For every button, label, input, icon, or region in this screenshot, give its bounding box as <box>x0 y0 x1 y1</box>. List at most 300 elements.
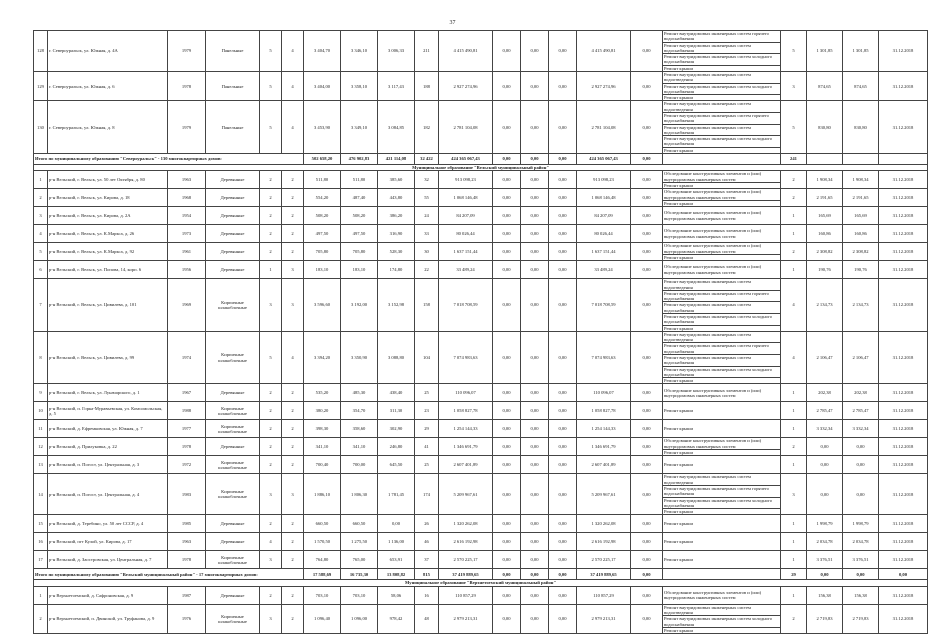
fund-cell: 0,00 <box>549 384 577 402</box>
cost-cell: 110 096,07 <box>439 384 493 402</box>
unit-cost-cell: 2 785,47 <box>807 402 843 420</box>
deadline-cell: 31.12.2018 <box>879 207 928 225</box>
premises-area-cell: 1 275,50 <box>341 533 378 551</box>
total-label: Итого по муниципальному образованию "Североуральск" - 130 многоквартирных домов: <box>34 153 304 164</box>
unit-cost-cell: 0,00 <box>807 456 843 474</box>
row-number: 1 <box>34 586 48 604</box>
work-item: Ремонт крыши <box>664 95 693 101</box>
premises-area-cell: 511,80 <box>341 171 378 189</box>
deadline-cell: 31.12.2018 <box>879 456 928 474</box>
section-title: Муниципальное образование "Вельский муниципальный район" <box>34 164 928 170</box>
row-number: 7 <box>34 279 48 332</box>
owners-funds-cell: 1 637 151,44 <box>577 243 631 261</box>
floors-cell: 5 <box>260 101 282 154</box>
total-area-cell: 3 596,60 <box>304 279 341 332</box>
fund-cell: 0,00 <box>521 420 549 438</box>
total-area-cell: 497,50 <box>304 225 341 243</box>
wall-material-cell: Кирпичные шлакоблочные <box>206 331 260 384</box>
table-row <box>34 515 928 533</box>
other-funds-cell: 0,00 <box>631 279 663 332</box>
residents-cell: 22 <box>415 261 439 279</box>
works-cell <box>663 420 781 438</box>
table-row <box>34 586 928 604</box>
residential-area-cell: 302,90 <box>378 420 415 438</box>
work-item: Ремонт внутридомовых инженерных систем горячего водоснабжения <box>663 291 780 303</box>
work-item: Ремонт внутридомовых инженерных систем водоснабжения <box>663 43 780 55</box>
fund-cell: 0,00 <box>521 243 549 261</box>
fund-cell: 0,00 <box>493 31 521 72</box>
deadline-cell: 31.12.2018 <box>879 604 928 633</box>
fund-cell: 0,00 <box>549 261 577 279</box>
fund-cell: 0,00 <box>493 402 521 420</box>
fund-cell: 0,00 <box>493 171 521 189</box>
cost-cell: 2 979 213,31 <box>439 604 493 633</box>
total-max-unit-cost <box>843 153 879 164</box>
other-funds-cell: 0,00 <box>631 331 663 384</box>
max-unit-cost-cell: 2 308,82 <box>843 243 879 261</box>
wall-material-cell: Деревянные <box>206 438 260 456</box>
row-number: 129 <box>34 71 48 100</box>
other-funds-cell: 0,00 <box>631 438 663 456</box>
unit-cost-cell: 190,76 <box>807 261 843 279</box>
works-count-cell: 3 <box>781 474 807 515</box>
residents-cell: 32 <box>415 171 439 189</box>
table-row <box>34 71 928 100</box>
works-cell <box>663 384 781 402</box>
page-number: 37 <box>449 20 456 26</box>
other-funds-cell: 0,00 <box>631 515 663 533</box>
work-item: Ремонт крыши <box>664 182 693 188</box>
works-count-cell: 1 <box>781 533 807 551</box>
cost-cell: 2 570 225,17 <box>439 551 493 569</box>
works-count-cell: 1 <box>781 551 807 569</box>
residents-cell: 30 <box>415 243 439 261</box>
cost-cell: 2 616 192,98 <box>439 533 493 551</box>
work-item: Ремонт крыши <box>664 509 693 515</box>
total-label: Итого по муниципальному образованию "Вельский муниципальный район" - 17 многоквартирных домов: <box>34 569 304 580</box>
unit-cost-cell: 1 908,34 <box>807 171 843 189</box>
fund-cell: 0,00 <box>549 71 577 100</box>
premises-area-cell: 1 096,00 <box>341 604 378 633</box>
works-cell <box>663 551 781 569</box>
max-unit-cost-cell: 1 301,85 <box>843 31 879 72</box>
max-unit-cost-cell: 2 719,83 <box>843 604 879 633</box>
works-cell <box>663 31 781 72</box>
premises-area-cell: 3 192,00 <box>341 279 378 332</box>
total-row <box>34 569 928 580</box>
total-cost: 37 419 889,65 <box>439 569 493 580</box>
total-works-count: 29 <box>781 569 807 580</box>
max-unit-cost-cell: 2 785,47 <box>843 402 879 420</box>
table-row <box>34 533 928 551</box>
work-item: Ремонт крыши <box>664 557 693 563</box>
deadline-cell: 31.12.2018 <box>879 551 928 569</box>
cost-cell: 4 415 490,81 <box>439 31 493 72</box>
fund-cell: 0,00 <box>521 261 549 279</box>
works-count-cell: 2 <box>781 604 807 633</box>
owners-funds-cell: 80 026,44 <box>577 225 631 243</box>
owners-funds-cell: 1 346 691,79 <box>577 438 631 456</box>
fund-cell: 0,00 <box>521 189 549 207</box>
address-cell: р-н Вельский, г. Вельск, ул. Цивилева, д. 101 <box>48 279 168 332</box>
fund-cell: 0,00 <box>521 384 549 402</box>
fund-cell: 0,00 <box>549 438 577 456</box>
works-cell <box>663 533 781 551</box>
work-item: Обследование конструктивных элементов и (или) внутридомовых инженерных систем <box>663 438 780 450</box>
total-works-count: 241 <box>781 153 807 164</box>
premises-area-cell: 341,10 <box>341 438 378 456</box>
year-cell: 1963 <box>168 533 206 551</box>
work-item: Ремонт крыши <box>664 462 693 468</box>
unit-cost-cell: 2 134,73 <box>807 279 843 332</box>
residential-area-cell: 311,30 <box>378 402 415 420</box>
cost-cell: 7 018 708,59 <box>439 279 493 332</box>
premises-area-cell: 183,10 <box>341 261 378 279</box>
total-area-cell: 660,50 <box>304 515 341 533</box>
residential-area-cell: 316,90 <box>378 225 415 243</box>
premises-area-cell: 497,50 <box>341 225 378 243</box>
unit-cost-cell: 165,69 <box>807 207 843 225</box>
work-item: Ремонт внутридомовых инженерных систем холодного водоснабжения <box>663 367 780 379</box>
fund-cell: 0,00 <box>493 384 521 402</box>
total-max-unit-cost: 0,00 <box>843 569 879 580</box>
total-works-empty <box>663 153 781 164</box>
total-area-cell: 3 404,70 <box>304 31 341 72</box>
owners-funds-cell: 1 254 144,33 <box>577 420 631 438</box>
work-item: Ремонт внутридомовых инженерных систем горячего водоснабжения <box>663 31 780 43</box>
fund-cell: 0,00 <box>549 243 577 261</box>
residential-area-cell: 3 117,43 <box>378 71 415 100</box>
residents-cell: 16 <box>415 586 439 604</box>
works-cell <box>663 243 781 261</box>
works-cell <box>663 101 781 154</box>
address-cell: р-н Вельский, г. Вельск, ул. Цивилева, д. 99 <box>48 331 168 384</box>
total-area-cell: 3 453,90 <box>304 101 341 154</box>
row-number: 9 <box>34 384 48 402</box>
table-row <box>34 243 928 261</box>
deadline-cell: 31.12.2018 <box>879 225 928 243</box>
deadline-cell: 31.12.2018 <box>879 402 928 420</box>
address-cell: р-н Вельский, г. Вельск, ул. К.Маркса, д. 92 <box>48 243 168 261</box>
premises-area-cell: 705,80 <box>341 243 378 261</box>
premises-area-cell: 354,70 <box>341 402 378 420</box>
max-unit-cost-cell: 202,38 <box>843 384 879 402</box>
wall-material-cell: Кирпичные шлакоблочные <box>206 420 260 438</box>
work-item: Ремонт внутридомовых инженерных систем водоотведения <box>663 605 780 617</box>
deadline-cell: 31.12.2018 <box>879 586 928 604</box>
total-fund: 0,00 <box>521 569 549 580</box>
year-cell: 1988 <box>168 402 206 420</box>
total-area: 502 658,20 <box>304 153 341 164</box>
deadline-cell: 31.12.2018 <box>879 515 928 533</box>
premises-area-cell: 1 806,30 <box>341 474 378 515</box>
other-funds-cell: 0,00 <box>631 225 663 243</box>
residential-area-cell: 653,91 <box>378 551 415 569</box>
table-row <box>34 604 928 633</box>
row-number: 17 <box>34 551 48 569</box>
work-item: Обследование конструктивных элементов и (или) внутридомовых инженерных систем <box>664 210 762 221</box>
entrances-cell: 4 <box>282 71 304 100</box>
residential-area-cell: 978,42 <box>378 604 415 633</box>
works-cell <box>663 71 781 100</box>
other-funds-cell: 0,00 <box>631 71 663 100</box>
other-funds-cell: 0,00 <box>631 420 663 438</box>
total-area-cell: 703,10 <box>304 586 341 604</box>
deadline-cell: 31.12.2018 <box>879 420 928 438</box>
fund-cell: 0,00 <box>549 402 577 420</box>
wall-material-cell: Кирпичные шлакоблочные <box>206 551 260 569</box>
max-unit-cost-cell: 3 332,34 <box>843 420 879 438</box>
row-number: 8 <box>34 331 48 384</box>
residents-cell: 25 <box>415 456 439 474</box>
works-count-cell: 1 <box>781 261 807 279</box>
other-funds-cell: 0,00 <box>631 189 663 207</box>
cost-cell: 2 607 401,89 <box>439 456 493 474</box>
work-item: Ремонт внутридомовых инженерных систем водоснабжения <box>663 125 780 137</box>
fund-cell: 0,00 <box>521 533 549 551</box>
year-cell: 1967 <box>168 384 206 402</box>
work-item: Ремонт крыши <box>664 254 693 260</box>
fund-cell: 0,00 <box>493 551 521 569</box>
year-cell: 1983 <box>168 474 206 515</box>
floors-cell: 3 <box>260 474 282 515</box>
other-funds-cell: 0,00 <box>631 171 663 189</box>
work-item: Ремонт внутридомовых инженерных систем водоотведения <box>663 279 780 291</box>
entrances-cell: 2 <box>282 243 304 261</box>
owners-funds-cell: 5 209 967,61 <box>577 474 631 515</box>
entrances-cell: 2 <box>282 189 304 207</box>
fund-cell: 0,00 <box>493 456 521 474</box>
floors-cell: 3 <box>260 279 282 332</box>
work-item: Ремонт крыши <box>664 378 693 384</box>
premises-area-cell: 3 350,90 <box>341 331 378 384</box>
works-cell <box>663 171 781 189</box>
residential-area-cell: 386,20 <box>378 207 415 225</box>
owners-funds-cell: 2 927 274,96 <box>577 71 631 100</box>
total-area-cell: 1 570,50 <box>304 533 341 551</box>
entrances-cell: 2 <box>282 207 304 225</box>
row-number: 15 <box>34 515 48 533</box>
year-cell: 1973 <box>168 225 206 243</box>
wall-material-cell: Панельные <box>206 71 260 100</box>
wall-material-cell: Деревянные <box>206 225 260 243</box>
work-item: Ремонт крыши <box>664 450 693 456</box>
year-cell: 1978 <box>168 438 206 456</box>
unit-cost-cell: 2 308,82 <box>807 243 843 261</box>
total-area-cell: 508,20 <box>304 207 341 225</box>
other-funds-cell: 0,00 <box>631 402 663 420</box>
table-body <box>34 31 928 634</box>
table-row <box>34 474 928 515</box>
total-area-cell: 3 404,00 <box>304 71 341 100</box>
row-number: 10 <box>34 402 48 420</box>
row-number: 2 <box>34 189 48 207</box>
total-area-cell: 511,80 <box>304 171 341 189</box>
unit-cost-cell: 830,80 <box>807 101 843 154</box>
row-number: 1 <box>34 171 48 189</box>
fund-cell: 0,00 <box>493 474 521 515</box>
deadline-cell: 31.12.2018 <box>879 384 928 402</box>
fund-cell: 0,00 <box>549 420 577 438</box>
work-item: Обследование конструктивных элементов и (или) внутридомовых инженерных систем <box>664 387 762 398</box>
max-unit-cost-cell: 156,38 <box>843 586 879 604</box>
row-number: 130 <box>34 101 48 154</box>
works-count-cell: 5 <box>781 31 807 72</box>
floors-cell: 1 <box>260 261 282 279</box>
max-unit-cost-cell: 3 376,51 <box>843 551 879 569</box>
fund-cell: 0,00 <box>549 331 577 384</box>
owners-funds-cell: 33 489,24 <box>577 261 631 279</box>
works-cell <box>663 402 781 420</box>
work-item: Ремонт внутридомовых инженерных систем водоснабжения <box>663 302 780 314</box>
residents-cell: 188 <box>415 71 439 100</box>
floors-cell: 2 <box>260 225 282 243</box>
entrances-cell: 2 <box>282 384 304 402</box>
total-residential-area: 13 808,82 <box>378 569 415 580</box>
entrances-cell: 4 <box>282 31 304 72</box>
deadline-cell: 31.12.2018 <box>879 189 928 207</box>
floors-cell: 2 <box>260 171 282 189</box>
max-unit-cost-cell: 165,69 <box>843 207 879 225</box>
address-cell: р-н Вельский, г. Вельск, ул. Кирова, д. 18 <box>48 189 168 207</box>
address-cell: р-н Вельский, г. Вельск, ул. 50 лет Октября, д. 80 <box>48 171 168 189</box>
row-number: 6 <box>34 261 48 279</box>
residents-cell: 211 <box>415 31 439 72</box>
owners-funds-cell: 2 607 401,89 <box>577 456 631 474</box>
work-item: Ремонт внутридомовых инженерных систем водоотведения <box>663 474 780 486</box>
entrances-cell: 3 <box>282 261 304 279</box>
total-area-cell: 554,20 <box>304 189 341 207</box>
work-item: Обследование конструктивных элементов и (или) внутридомовых инженерных систем <box>663 171 780 183</box>
fund-cell: 0,00 <box>521 586 549 604</box>
premises-area-cell: 3 346,10 <box>341 31 378 72</box>
work-item: Ремонт внутридомовых инженерных систем горячего водоснабжения <box>663 113 780 125</box>
year-cell: 1977 <box>168 420 206 438</box>
floors-cell: 5 <box>260 31 282 72</box>
fund-cell: 0,00 <box>493 331 521 384</box>
residential-area-cell: 0,00 <box>378 515 415 533</box>
works-cell <box>663 604 781 633</box>
year-cell: 1963 <box>168 171 206 189</box>
work-item: Обследование конструктивных элементов и (или) внутридомовых инженерных систем <box>663 243 780 255</box>
entrances-cell: 3 <box>282 279 304 332</box>
fund-cell: 0,00 <box>521 207 549 225</box>
year-cell: 1974 <box>168 331 206 384</box>
entrances-cell: 2 <box>282 604 304 633</box>
address-cell: р-н Вельский, г. Вельск, ул. Кирова, д. 2А <box>48 207 168 225</box>
max-unit-cost-cell: 1 998,79 <box>843 515 879 533</box>
work-item: Ремонт внутридомовых инженерных систем водоснабжения <box>663 355 780 367</box>
work-item: Ремонт внутридомовых инженерных систем водоотведения <box>663 332 780 344</box>
fund-cell: 0,00 <box>493 243 521 261</box>
works-count-cell: 1 <box>781 456 807 474</box>
owners-funds-cell: 110 857,29 <box>577 586 631 604</box>
works-cell <box>663 586 781 604</box>
cost-cell: 1 637 151,44 <box>439 243 493 261</box>
other-funds-cell: 0,00 <box>631 586 663 604</box>
residential-area-cell: 246,80 <box>378 438 415 456</box>
fund-cell: 0,00 <box>521 515 549 533</box>
premises-area-cell: 703,10 <box>341 586 378 604</box>
wall-material-cell: Кирпичные шлакоблочные <box>206 456 260 474</box>
table-row <box>34 438 928 456</box>
year-cell: 1979 <box>168 31 206 72</box>
total-cost: 424 365 067,43 <box>439 153 493 164</box>
year-cell: 1985 <box>168 515 206 533</box>
cost-cell: 2 781 104,08 <box>439 101 493 154</box>
deadline-cell: 31.12.2018 <box>879 331 928 384</box>
unit-cost-cell: 0,00 <box>807 474 843 515</box>
other-funds-cell: 0,00 <box>631 551 663 569</box>
year-cell: 1978 <box>168 551 206 569</box>
other-funds-cell: 0,00 <box>631 261 663 279</box>
row-number: 4 <box>34 225 48 243</box>
floors-cell: 2 <box>260 402 282 420</box>
total-unit-cost <box>807 153 843 164</box>
year-cell: 1976 <box>168 604 206 633</box>
deadline-cell: 31.12.2018 <box>879 533 928 551</box>
floors-cell: 2 <box>260 438 282 456</box>
works-count-cell: 1 <box>781 225 807 243</box>
residents-cell: 29 <box>415 420 439 438</box>
floors-cell: 2 <box>260 456 282 474</box>
residents-cell: 25 <box>415 384 439 402</box>
year-cell: 1956 <box>168 261 206 279</box>
owners-funds-cell: 4 415 490,81 <box>577 31 631 72</box>
unit-cost-cell: 3 332,34 <box>807 420 843 438</box>
premises-area-cell: 765,00 <box>341 551 378 569</box>
floors-cell: 2 <box>260 586 282 604</box>
address-cell: г. Североуральск, ул. Южная, д. 8 <box>48 101 168 154</box>
work-item: Ремонт внутридомовых инженерных систем холодного водоснабжения <box>663 314 780 326</box>
unit-cost-cell: 160,86 <box>807 225 843 243</box>
fund-cell: 0,00 <box>493 533 521 551</box>
cost-cell: 1 320 262,08 <box>439 515 493 533</box>
cost-cell: 1 346 691,79 <box>439 438 493 456</box>
table-row <box>34 31 928 72</box>
fund-cell: 0,00 <box>549 279 577 332</box>
wall-material-cell: Деревянные <box>206 533 260 551</box>
address-cell: г. Североуральск, ул. Южная, д. 4А <box>48 31 168 72</box>
work-item: Ремонт внутридомовых инженерных систем водоотведения <box>663 101 780 113</box>
works-count-cell: 2 <box>781 438 807 456</box>
unit-cost-cell: 874,65 <box>807 71 843 100</box>
entrances-cell: 2 <box>282 515 304 533</box>
owners-funds-cell: 110 096,07 <box>577 384 631 402</box>
total-premises-area: 16 735,30 <box>341 569 378 580</box>
year-cell: 1954 <box>168 207 206 225</box>
max-unit-cost-cell: 874,65 <box>843 71 879 100</box>
fund-cell: 0,00 <box>493 189 521 207</box>
cost-cell: 1 254 144,33 <box>439 420 493 438</box>
wall-material-cell: Кирпичные шлакоблочные <box>206 279 260 332</box>
works-count-cell: 5 <box>781 101 807 154</box>
entrances-cell: 2 <box>282 438 304 456</box>
premises-area-cell: 485,30 <box>341 384 378 402</box>
works-count-cell: 3 <box>781 71 807 100</box>
fund-cell: 0,00 <box>521 71 549 100</box>
entrances-cell: 2 <box>282 586 304 604</box>
total-owners-funds: 424 365 067,43 <box>577 153 631 164</box>
fund-cell: 0,00 <box>549 189 577 207</box>
total-residential-area: 421 114,08 <box>378 153 415 164</box>
table-row <box>34 261 928 279</box>
premises-area-cell: 660,50 <box>341 515 378 533</box>
fund-cell: 0,00 <box>521 402 549 420</box>
residential-area-cell: 385,60 <box>378 171 415 189</box>
owners-funds-cell: 7 018 708,59 <box>577 279 631 332</box>
works-count-cell: 2 <box>781 171 807 189</box>
